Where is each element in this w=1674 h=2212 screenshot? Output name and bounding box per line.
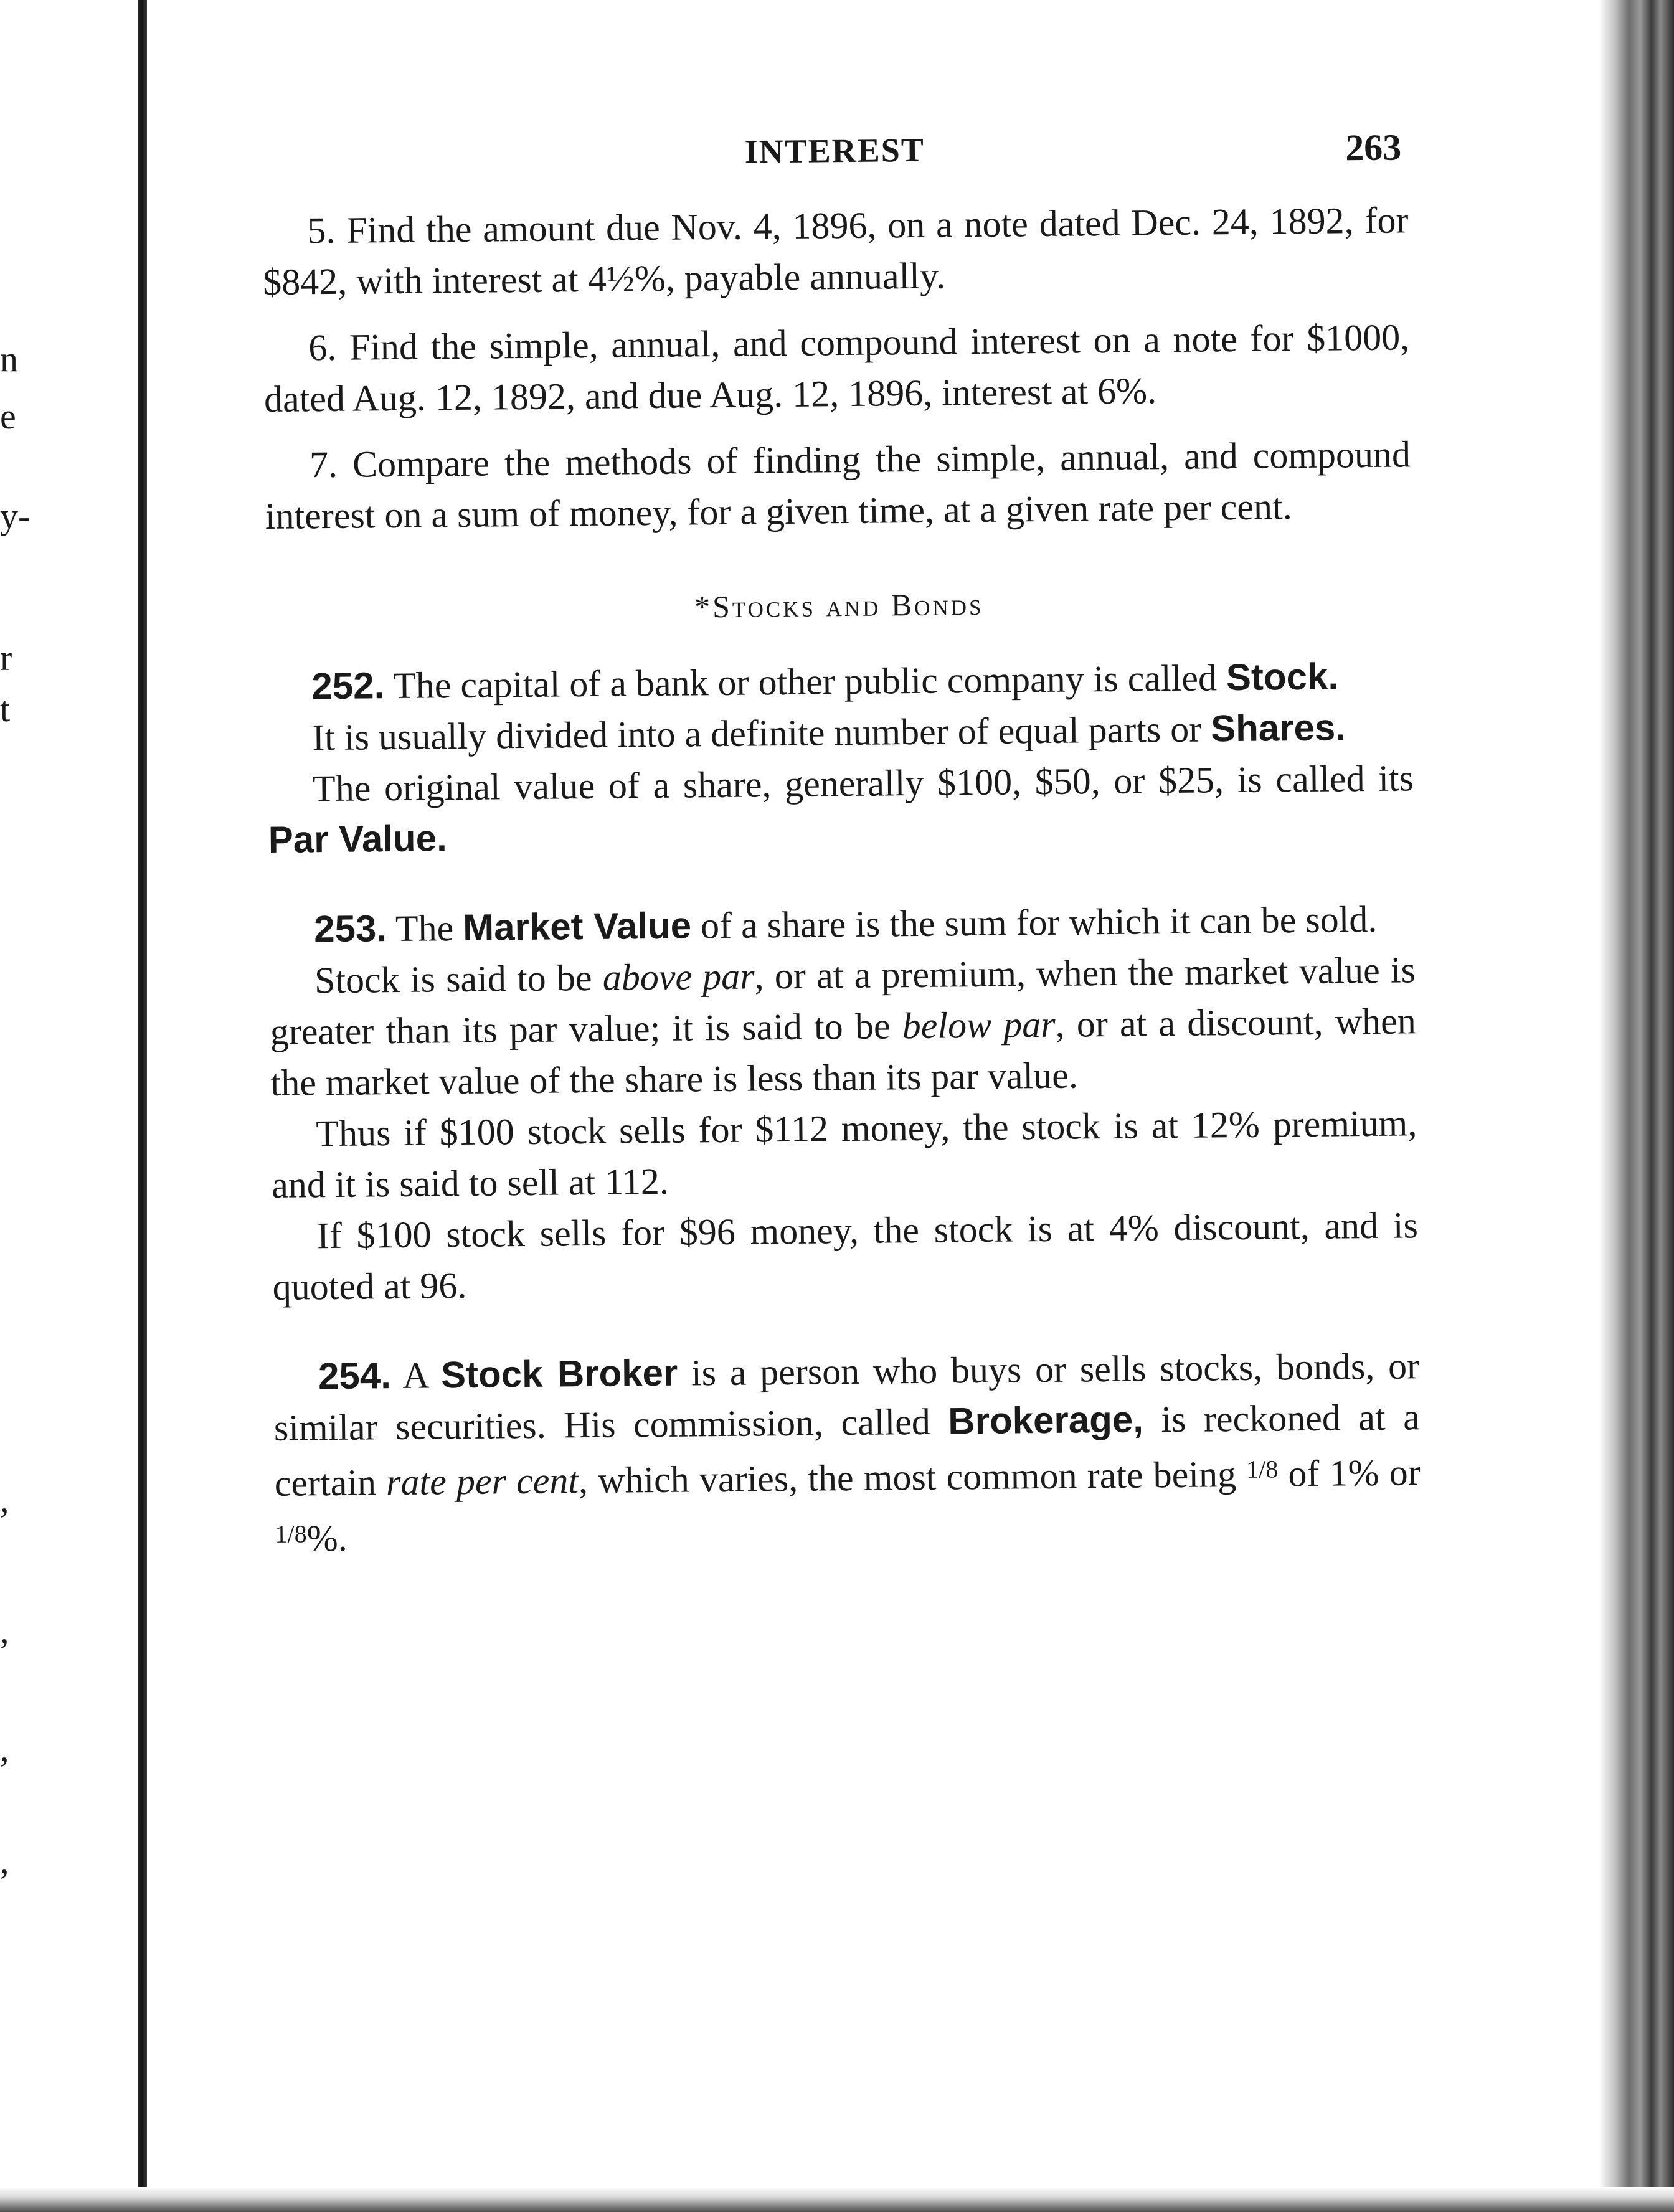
text: is a person who buys or sells stocks, bonds, or similar securities. His commission, called xyxy=(273,1345,1420,1449)
margin-fragment: n xyxy=(0,339,18,379)
exercise-5 xyxy=(262,194,1409,308)
defined-term: Shares. xyxy=(1210,706,1346,750)
section-heading: *Stocks and Bonds xyxy=(694,586,984,625)
margin-fragment: , xyxy=(0,1729,9,1769)
margin-fragment: y- xyxy=(0,496,31,536)
margin-fragment: , xyxy=(0,1480,9,1520)
margin-fragment: t xyxy=(0,689,11,729)
exercise-text: Find the amount due Nov. 4, 1896, on a note dated Dec. 24, 1892, for $842, with interest at 4½%, payable annually. xyxy=(262,199,1409,303)
defined-term: Market Value xyxy=(462,904,692,948)
page-edge-bottom xyxy=(0,2187,1674,2212)
margin-fragment: e xyxy=(0,396,16,437)
exercise-text: Compare the methods of finding the simple, annual, and compound interest on a sum of money, for a given time, at a given rate per cent. xyxy=(265,433,1411,537)
defined-term: Brokerage, xyxy=(948,1398,1144,1442)
fraction: 1/8 xyxy=(1246,1455,1279,1483)
article-number: 252. xyxy=(311,664,385,707)
defined-term: Stock. xyxy=(1226,655,1339,699)
book-binding xyxy=(138,0,147,2212)
article-254-para-1 xyxy=(273,1340,1421,1564)
previous-page-edge xyxy=(0,0,37,2212)
book-page xyxy=(262,126,1426,2005)
text: It is usually divided into a definite number of equal parts or xyxy=(311,708,1211,759)
page-edge-right xyxy=(1599,0,1674,2212)
text: The xyxy=(395,907,463,949)
text: of 1% or xyxy=(1277,1452,1421,1495)
article-number: 254. xyxy=(318,1354,392,1397)
article-253-para-4: If $100 stock sells for $96 money, the stock is at 4% discount, and is quoted at 96. xyxy=(272,1204,1419,1308)
exercise-number: 7. xyxy=(309,443,338,486)
exercise-number: 5. xyxy=(307,209,336,252)
margin-fragment: , xyxy=(0,1610,9,1651)
article-253-para-3: Thus if $100 stock sells for $112 money, the stock is at 12% premium, and it is said to sell at 112. xyxy=(271,1102,1417,1206)
text: A xyxy=(402,1354,442,1396)
margin-fragment: , xyxy=(0,1841,9,1881)
fraction: 1/8 xyxy=(275,1520,307,1548)
text: , or at a premium, when the market value is greater than its par value; it is said to be xyxy=(270,949,1416,1052)
italic-term: below par xyxy=(902,1003,1056,1047)
text: The original value of a share, generally $100, $50, or $25, is called its xyxy=(312,757,1414,810)
page-number: 263 xyxy=(1345,126,1402,169)
running-head xyxy=(262,126,1408,206)
article-252-para-3 xyxy=(268,752,1414,866)
exercise-text: Find the simple, annual, and compound interest on a note for $1000, dated Aug. 12, 1892, and due Aug. 12, 1896, interest at 6%. xyxy=(263,316,1410,420)
article-253-para-2 xyxy=(270,944,1417,1108)
italic-term: above par xyxy=(602,955,755,998)
text: The capital of a bank or other public company is called xyxy=(392,657,1227,707)
text: %. xyxy=(306,1517,348,1559)
article-number: 253. xyxy=(313,907,387,950)
text: Stock is said to be xyxy=(314,957,603,1001)
exercise-7 xyxy=(265,428,1411,542)
defined-term: Par Value. xyxy=(268,817,448,861)
text: , or at a discount, when the market value of the share is less than its par value. xyxy=(270,1000,1417,1104)
text: is reckoned at a certain xyxy=(274,1396,1421,1504)
defined-term: Stock Broker xyxy=(440,1351,678,1396)
exercise-number: 6. xyxy=(308,326,337,369)
margin-fragment: r xyxy=(0,638,12,678)
text: , which varies, the most common rate being xyxy=(578,1453,1247,1501)
text: of a share is the sum for which it can be sold. xyxy=(691,898,1378,947)
chapter-title: INTEREST xyxy=(744,131,925,171)
italic-term: rate per cent xyxy=(385,1460,579,1503)
exercise-6 xyxy=(263,311,1410,425)
